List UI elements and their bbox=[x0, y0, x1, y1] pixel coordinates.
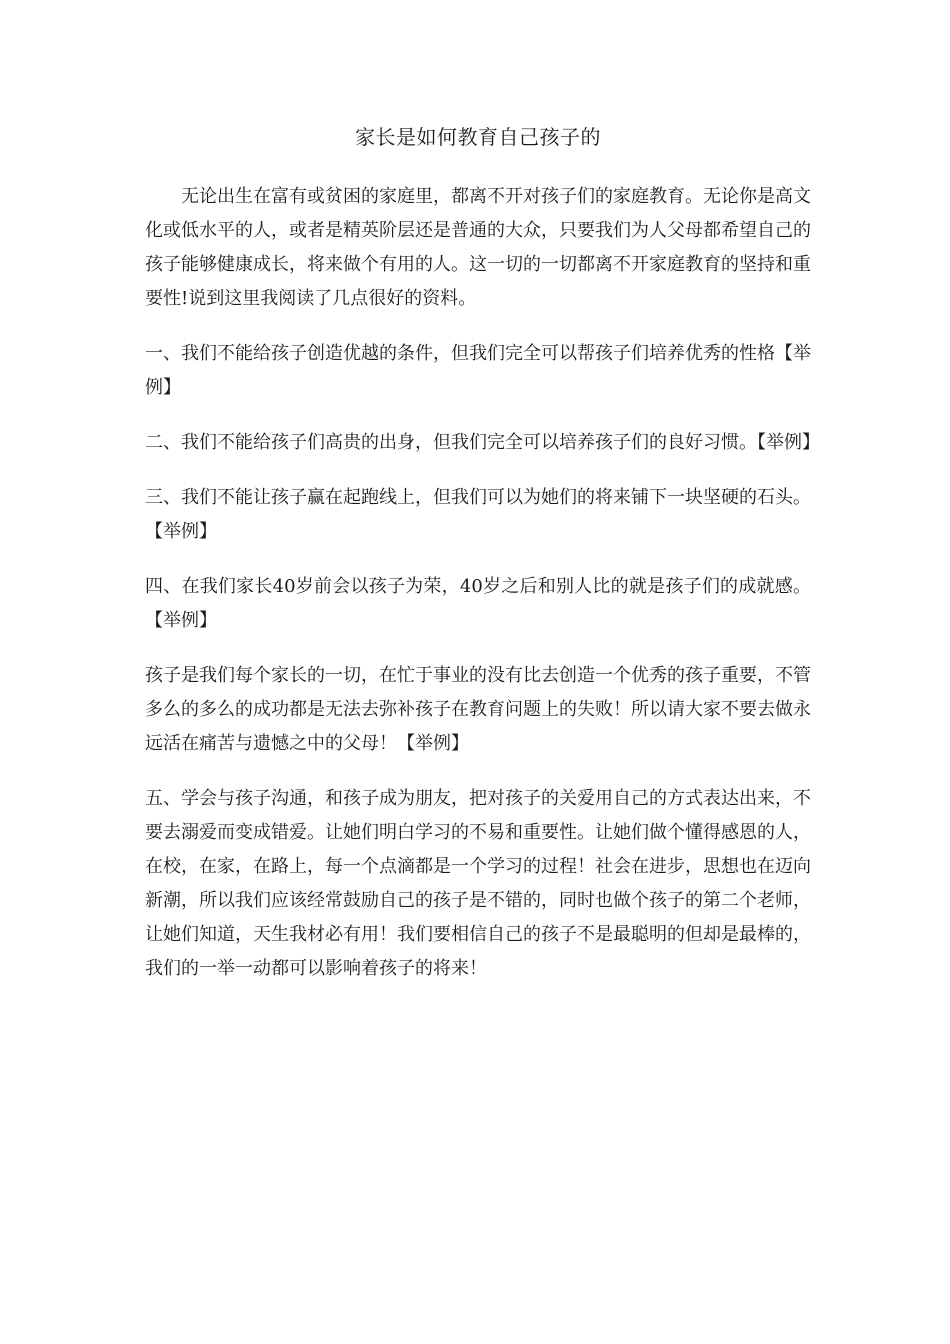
point-one-paragraph: 一、我们不能给孩子创造优越的条件，但我们完全可以帮孩子们培养优秀的性格【举例】 bbox=[145, 343, 811, 398]
document-title: 家长是如何教育自己孩子的 bbox=[355, 125, 601, 149]
summary-paragraph: 孩子是我们每个家长的一切，在忙于事业的没有比去创造一个优秀的孩子重要，不管多么的多么的成功都是无法去弥补孩子在教育问题上的失败！所以请大家不要去做永远活在痛苦与遗憾之中的父母！【举例】 bbox=[145, 665, 811, 754]
point-two-paragraph: 二、我们不能给孩子们高贵的出身，但我们完全可以培养孩子们的良好习惯。【举例】 bbox=[145, 432, 820, 453]
intro-paragraph: 无论出生在富有或贫困的家庭里，都离不开对孩子们的家庭教育。无论你是高文化或低水平的人，或者是精英阶层还是普通的大众，只要我们为人父母都希望自己的孩子能够健康成长，将来做个有用的人。这一切的一切都离不开家庭教育的坚持和重要性!说到这里我阅读了几点很好的资料。 bbox=[145, 186, 811, 309]
point-four-paragraph: 四、在我们家长40岁前会以孩子为荣，40岁之后和别人比的就是孩子们的成就感。【举例】 bbox=[145, 576, 811, 631]
point-three-paragraph: 三、我们不能让孩子赢在起跑线上，但我们可以为她们的将来铺下一块坚硬的石头。【举例】 bbox=[145, 487, 811, 542]
point-five-paragraph: 五、学会与孩子沟通，和孩子成为朋友，把对孩子的关爱用自己的方式表达出来，不要去溺爱而变成错爱。让她们明白学习的不易和重要性。让她们做个懂得感恩的人，在校，在家，在路上，每一个点滴都是一个学习的过程！社会在进步，思想也在迈向新潮，所以我们应该经常鼓励自己的孩子是不错的，同时也做个孩子的第二个老师，让她们知道，天生我材必有用！我们要相信自己的孩子不是最聪明的但却是最棒的，我们的一举一动都可以影响着孩子的将来！ bbox=[145, 788, 811, 979]
document-page bbox=[145, 122, 820, 1007]
